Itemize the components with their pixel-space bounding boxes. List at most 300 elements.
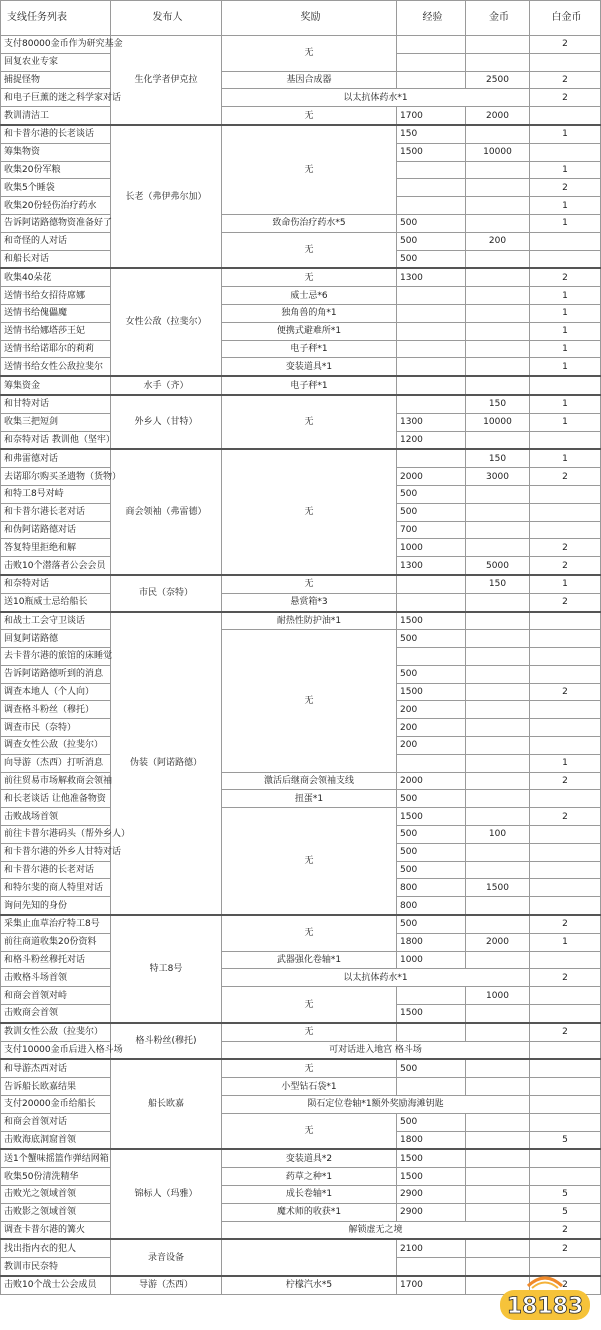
reward-cell: 解锁虚无之境 xyxy=(222,1221,530,1239)
gold-cell: 5000 xyxy=(466,557,530,575)
exp-cell xyxy=(397,304,466,322)
table-row xyxy=(1,89,601,107)
quest-cell: 调查市民（奈特） xyxy=(1,719,111,737)
quest-cell: 回复阿诺路德 xyxy=(1,630,111,648)
platinum-cell xyxy=(530,503,601,521)
reward-cell: 变装道具*1 xyxy=(222,358,397,376)
table-row xyxy=(1,1168,601,1186)
quest-cell: 和特尔斐的商人特里对话 xyxy=(1,879,111,897)
quest-cell: 教训清洁工 xyxy=(1,107,111,125)
table-row xyxy=(1,340,601,358)
quest-cell: 和奈特对话 教训他（坚牢） xyxy=(1,431,111,449)
table-row xyxy=(1,1203,601,1221)
exp-cell xyxy=(397,161,466,179)
platinum-cell: 2 xyxy=(530,468,601,486)
exp-cell: 200 xyxy=(397,701,466,719)
platinum-cell: 2 xyxy=(530,36,601,54)
platinum-cell xyxy=(530,879,601,897)
exp-cell: 500 xyxy=(397,861,466,879)
table-row xyxy=(1,287,601,305)
exp-cell: 1000 xyxy=(397,951,466,969)
gold-cell xyxy=(466,521,530,539)
platinum-cell xyxy=(530,843,601,861)
platinum-cell: 2 xyxy=(530,1276,601,1294)
platinum-cell xyxy=(530,143,601,161)
reward-cell: 武器强化卷轴*1 xyxy=(222,951,397,969)
gold-cell xyxy=(466,808,530,826)
exp-cell: 200 xyxy=(397,737,466,755)
exp-cell: 500 xyxy=(397,503,466,521)
platinum-cell: 1 xyxy=(530,358,601,376)
table-row xyxy=(1,969,601,987)
exp-cell: 1800 xyxy=(397,933,466,951)
gold-cell xyxy=(466,268,530,286)
platinum-cell xyxy=(530,951,601,969)
table-row xyxy=(1,790,601,808)
quest-cell: 告诉阿诺路德听到的消息 xyxy=(1,665,111,683)
publisher-cell: 女性公敌（拉斐尔） xyxy=(111,268,222,376)
quest-cell: 告诉船长欧嘉结果 xyxy=(1,1078,111,1096)
publisher-cell: 格斗粉丝(穆托) xyxy=(111,1023,222,1060)
table-row xyxy=(1,395,601,413)
gold-cell xyxy=(466,250,530,268)
table-row xyxy=(1,1186,601,1204)
quest-cell: 送情书给女性公敌拉斐尔 xyxy=(1,358,111,376)
platinum-cell: 2 xyxy=(530,1221,601,1239)
table-row xyxy=(1,232,601,250)
reward-cell: 无 xyxy=(222,107,397,125)
quest-cell: 支付80000金币作为研究基金 xyxy=(1,36,111,54)
table-row xyxy=(1,1078,601,1096)
exp-cell: 2000 xyxy=(397,772,466,790)
gold-cell: 2500 xyxy=(466,71,530,89)
reward-cell: 无 xyxy=(222,630,397,772)
header-exp: 经验 xyxy=(397,1,466,36)
reward-cell: 药草之种*1 xyxy=(222,1168,397,1186)
publisher-cell: 特工8号 xyxy=(111,915,222,1023)
reward-cell: 激活后继商会领袖支线 xyxy=(222,772,397,790)
platinum-cell: 2 xyxy=(530,268,601,286)
quest-cell: 向导游（杰西）打听消息 xyxy=(1,754,111,772)
quest-cell: 和商会首领对峙 xyxy=(1,987,111,1005)
table-row xyxy=(1,1041,601,1059)
platinum-cell xyxy=(530,1059,601,1077)
table-row xyxy=(1,1023,601,1041)
platinum-cell: 1 xyxy=(530,161,601,179)
platinum-cell xyxy=(530,1078,601,1096)
gold-cell xyxy=(466,179,530,197)
gold-cell: 2000 xyxy=(466,933,530,951)
gold-cell xyxy=(466,897,530,915)
gold-cell xyxy=(466,593,530,611)
gold-cell xyxy=(466,340,530,358)
gold-cell xyxy=(466,1239,530,1257)
quest-cell: 和战士工会守卫谈话 xyxy=(1,612,111,630)
platinum-cell xyxy=(530,630,601,648)
quest-cell: 和弗雷德对话 xyxy=(1,449,111,467)
platinum-cell xyxy=(530,53,601,71)
exp-cell xyxy=(397,197,466,215)
gold-cell: 150 xyxy=(466,575,530,593)
table-row xyxy=(1,322,601,340)
gold-cell: 200 xyxy=(466,232,530,250)
exp-cell: 200 xyxy=(397,719,466,737)
table-row xyxy=(1,214,601,232)
quest-cell: 和卡普尔港的外乡人甘特对话 xyxy=(1,843,111,861)
gold-cell xyxy=(466,701,530,719)
table-row xyxy=(1,915,601,933)
exp-cell: 1300 xyxy=(397,413,466,431)
platinum-cell xyxy=(530,612,601,630)
platinum-cell: 2 xyxy=(530,1023,601,1041)
exp-cell xyxy=(397,322,466,340)
reward-cell: 电子秤*1 xyxy=(222,376,397,395)
header-reward: 奖励 xyxy=(222,1,397,36)
table-row xyxy=(1,575,601,593)
quest-cell: 击败10个战士公会成员 xyxy=(1,1276,111,1294)
platinum-cell: 1 xyxy=(530,322,601,340)
quest-cell: 询问先知的身份 xyxy=(1,897,111,915)
exp-cell xyxy=(397,593,466,611)
gold-cell xyxy=(466,1186,530,1204)
exp-cell xyxy=(397,1258,466,1276)
platinum-cell xyxy=(530,1149,601,1167)
platinum-cell: 1 xyxy=(530,413,601,431)
exp-cell xyxy=(397,395,466,413)
gold-cell xyxy=(466,214,530,232)
platinum-cell: 2 xyxy=(530,772,601,790)
reward-cell: 无 xyxy=(222,395,397,449)
platinum-cell: 5 xyxy=(530,1203,601,1221)
publisher-cell: 外乡人（甘特） xyxy=(111,395,222,449)
logo-text: 18183 xyxy=(506,1294,584,1319)
quest-cell: 筹集资金 xyxy=(1,376,111,395)
publisher-cell: 生化学者伊克拉 xyxy=(111,36,222,125)
platinum-cell xyxy=(530,1041,601,1059)
platinum-cell: 2 xyxy=(530,593,601,611)
quest-cell: 送1个蟹味摇篮作弹结网箱 xyxy=(1,1149,111,1167)
exp-cell: 800 xyxy=(397,879,466,897)
quest-cell: 和特工8号对峙 xyxy=(1,485,111,503)
exp-cell xyxy=(397,36,466,54)
reward-cell: 魔术师的收获*1 xyxy=(222,1203,397,1221)
header-quest: 支线任务列表 xyxy=(1,1,111,36)
platinum-cell: 2 xyxy=(530,539,601,557)
exp-cell: 500 xyxy=(397,1113,466,1131)
gold-cell xyxy=(466,36,530,54)
reward-cell: 无 xyxy=(222,125,397,214)
quest-cell: 击败战场首领 xyxy=(1,808,111,826)
gold-cell xyxy=(466,861,530,879)
table-row xyxy=(1,593,601,611)
platinum-cell: 1 xyxy=(530,287,601,305)
platinum-cell xyxy=(530,232,601,250)
platinum-cell: 2 xyxy=(530,808,601,826)
quest-cell: 调查卡普尔港的篝火 xyxy=(1,1221,111,1239)
table-row xyxy=(1,1221,601,1239)
gold-cell xyxy=(466,683,530,701)
gold-cell xyxy=(466,612,530,630)
quest-cell: 告诉阿诺路德物资准备好了 xyxy=(1,214,111,232)
exp-cell: 1700 xyxy=(397,1276,466,1294)
quest-cell: 筹集物资 xyxy=(1,143,111,161)
exp-cell: 1500 xyxy=(397,612,466,630)
platinum-cell: 1 xyxy=(530,575,601,593)
table-row xyxy=(1,71,601,89)
exp-cell: 2100 xyxy=(397,1239,466,1257)
reward-cell: 电子秤*1 xyxy=(222,340,397,358)
gold-cell: 10000 xyxy=(466,413,530,431)
reward-cell: 无 xyxy=(222,36,397,72)
table-row xyxy=(1,1149,601,1167)
publisher-cell: 锦标人（玛雅） xyxy=(111,1149,222,1239)
table-row xyxy=(1,36,601,54)
table-row xyxy=(1,772,601,790)
exp-cell xyxy=(397,1023,466,1041)
platinum-cell xyxy=(530,897,601,915)
platinum-cell xyxy=(530,719,601,737)
reward-cell: 无 xyxy=(222,915,397,951)
exp-cell: 500 xyxy=(397,843,466,861)
reward-cell: 悬赏箱*3 xyxy=(222,593,397,611)
exp-cell xyxy=(397,179,466,197)
gold-cell xyxy=(466,358,530,376)
exp-cell: 500 xyxy=(397,630,466,648)
gold-cell xyxy=(466,1131,530,1149)
exp-cell: 1500 xyxy=(397,1168,466,1186)
quest-cell: 和甘特对话 xyxy=(1,395,111,413)
platinum-cell xyxy=(530,737,601,755)
reward-cell: 以太抗体药水*1 xyxy=(222,89,530,107)
quest-cell: 和电子巨薰的迷之科学家对话 xyxy=(1,89,111,107)
reward-cell: 无 xyxy=(222,449,397,575)
table-row xyxy=(1,449,601,467)
platinum-cell xyxy=(530,250,601,268)
exp-cell xyxy=(397,648,466,666)
gold-cell xyxy=(466,304,530,322)
gold-cell xyxy=(466,630,530,648)
exp-cell: 1500 xyxy=(397,683,466,701)
quest-cell: 和奇怪的人对话 xyxy=(1,232,111,250)
gold-cell xyxy=(466,1113,530,1131)
gold-cell xyxy=(466,915,530,933)
quest-cell: 送情书给女招待席娜 xyxy=(1,287,111,305)
exp-cell: 500 xyxy=(397,485,466,503)
quest-cell: 击败商会首领 xyxy=(1,1005,111,1023)
platinum-cell: 2 xyxy=(530,1239,601,1257)
quest-cell: 和奈特对话 xyxy=(1,575,111,593)
exp-cell: 500 xyxy=(397,1059,466,1077)
publisher-cell: 水手（齐） xyxy=(111,376,222,395)
table-row xyxy=(1,125,601,143)
platinum-cell: 2 xyxy=(530,969,601,987)
exp-cell xyxy=(397,575,466,593)
gold-cell xyxy=(466,1023,530,1041)
quest-cell: 收集50份清洗精华 xyxy=(1,1168,111,1186)
quest-cell: 送情书给傀儡魔 xyxy=(1,304,111,322)
exp-cell: 500 xyxy=(397,232,466,250)
quest-cell: 收集5个睡袋 xyxy=(1,179,111,197)
exp-cell: 500 xyxy=(397,214,466,232)
reward-cell: 无 xyxy=(222,808,397,915)
gold-cell xyxy=(466,737,530,755)
reward-cell: 无 xyxy=(222,1113,397,1149)
reward-cell: 可对话进入地宫 格斗场 xyxy=(222,1041,530,1059)
table-row xyxy=(1,951,601,969)
platinum-cell: 2 xyxy=(530,557,601,575)
gold-cell xyxy=(466,843,530,861)
platinum-cell: 1 xyxy=(530,933,601,951)
platinum-cell xyxy=(530,648,601,666)
gold-cell xyxy=(466,1168,530,1186)
publisher-cell: 伪装（阿诺路德） xyxy=(111,612,222,916)
exp-cell: 800 xyxy=(397,897,466,915)
platinum-cell: 1 xyxy=(530,754,601,772)
gold-cell: 150 xyxy=(466,449,530,467)
reward-cell: 陨石定位卷轴*1额外奖励海滩钥匙 xyxy=(222,1096,530,1114)
platinum-cell xyxy=(530,107,601,125)
platinum-cell: 2 xyxy=(530,915,601,933)
quest-cell: 和长老谈话 让他准备物资 xyxy=(1,790,111,808)
gold-cell xyxy=(466,53,530,71)
quest-cell: 和卡普尔港的长老对话 xyxy=(1,861,111,879)
reward-cell: 变装道具*2 xyxy=(222,1149,397,1167)
quest-cell: 击败海底洞窟首领 xyxy=(1,1131,111,1149)
platinum-cell xyxy=(530,826,601,844)
table-row xyxy=(1,987,601,1005)
gold-cell: 100 xyxy=(466,826,530,844)
table-row xyxy=(1,1113,601,1131)
platinum-cell: 5 xyxy=(530,1186,601,1204)
quest-cell: 调查格斗粉丝（穆托） xyxy=(1,701,111,719)
quest-cell: 和卡普尔港长老对话 xyxy=(1,503,111,521)
gold-cell xyxy=(466,1203,530,1221)
platinum-cell xyxy=(530,987,601,1005)
reward-cell: 以太抗体药水*1 xyxy=(222,969,530,987)
table-row xyxy=(1,358,601,376)
platinum-cell xyxy=(530,861,601,879)
gold-cell xyxy=(466,485,530,503)
quest-cell: 捕捉怪物 xyxy=(1,71,111,89)
table-row xyxy=(1,1059,601,1077)
reward-cell xyxy=(222,1239,397,1276)
gold-cell xyxy=(466,951,530,969)
exp-cell: 1200 xyxy=(397,431,466,449)
platinum-cell xyxy=(530,1168,601,1186)
platinum-cell: 2 xyxy=(530,89,601,107)
header-publisher: 发布人 xyxy=(111,1,222,36)
exp-cell: 1300 xyxy=(397,557,466,575)
gold-cell xyxy=(466,648,530,666)
quest-cell: 答复特里拒绝和解 xyxy=(1,539,111,557)
quest-cell: 教训女性公敌（拉斐尔） xyxy=(1,1023,111,1041)
reward-cell: 独角兽的角*1 xyxy=(222,304,397,322)
platinum-cell: 2 xyxy=(530,179,601,197)
exp-cell: 2000 xyxy=(397,468,466,486)
reward-cell: 便携式避难所*1 xyxy=(222,322,397,340)
publisher-cell: 导游（杰西） xyxy=(111,1276,222,1294)
quest-cell: 采集止血草治疗特工8号 xyxy=(1,915,111,933)
exp-cell xyxy=(397,340,466,358)
gold-cell: 10000 xyxy=(466,143,530,161)
quest-cell: 前往卡普尔港码头（帮外乡人） xyxy=(1,826,111,844)
gold-cell xyxy=(466,1005,530,1023)
gold-cell xyxy=(466,754,530,772)
exp-cell: 1500 xyxy=(397,143,466,161)
quest-cell: 前往商道收集20份资料 xyxy=(1,933,111,951)
gold-cell: 150 xyxy=(466,395,530,413)
publisher-cell: 船长欧嘉 xyxy=(111,1059,222,1149)
gold-cell xyxy=(466,1149,530,1167)
exp-cell xyxy=(397,53,466,71)
gold-cell xyxy=(466,161,530,179)
reward-cell: 基因合成器 xyxy=(222,71,397,89)
platinum-cell xyxy=(530,521,601,539)
reward-cell: 无 xyxy=(222,232,397,268)
reward-cell: 柠檬汽水*5 xyxy=(222,1276,397,1294)
quest-cell: 收集40朵花 xyxy=(1,268,111,286)
exp-cell: 500 xyxy=(397,665,466,683)
quest-cell: 击败格斗场首领 xyxy=(1,969,111,987)
platinum-cell: 5 xyxy=(530,1131,601,1149)
table-row xyxy=(1,268,601,286)
quest-cell: 击败影之领域首领 xyxy=(1,1203,111,1221)
exp-cell: 1500 xyxy=(397,808,466,826)
exp-cell: 150 xyxy=(397,125,466,143)
gold-cell xyxy=(466,1059,530,1077)
table-row xyxy=(1,612,601,630)
gold-cell: 1500 xyxy=(466,879,530,897)
exp-cell: 500 xyxy=(397,790,466,808)
quest-cell: 和卡普尔港的长老谈话 xyxy=(1,125,111,143)
quest-cell: 去卡普尔港的旅馆的床睡觉 xyxy=(1,648,111,666)
gold-cell xyxy=(466,772,530,790)
quest-cell: 去诺耶尔购买圣遗物（货物） xyxy=(1,468,111,486)
exp-cell: 2900 xyxy=(397,1203,466,1221)
quest-cell: 支付10000金币后进入格斗场 xyxy=(1,1041,111,1059)
gold-cell: 1000 xyxy=(466,987,530,1005)
exp-cell: 1700 xyxy=(397,107,466,125)
platinum-cell xyxy=(530,790,601,808)
table-row xyxy=(1,107,601,125)
platinum-cell: 2 xyxy=(530,71,601,89)
gold-cell: 3000 xyxy=(466,468,530,486)
platinum-cell xyxy=(530,665,601,683)
quest-cell: 回复农业专家 xyxy=(1,53,111,71)
exp-cell: 500 xyxy=(397,826,466,844)
exp-cell: 1500 xyxy=(397,1149,466,1167)
exp-cell: 500 xyxy=(397,915,466,933)
exp-cell xyxy=(397,376,466,395)
header-platinum: 白金币 xyxy=(530,1,601,36)
exp-cell: 1800 xyxy=(397,1131,466,1149)
table-row xyxy=(1,304,601,322)
table-row xyxy=(1,376,601,395)
platinum-cell: 1 xyxy=(530,125,601,143)
reward-cell: 无 xyxy=(222,268,397,286)
quest-cell: 击败光之领域首领 xyxy=(1,1186,111,1204)
quest-cell: 前往贸易市场解救商会领袖 xyxy=(1,772,111,790)
gold-cell xyxy=(466,376,530,395)
publisher-cell: 长老（弗伊弗尔加） xyxy=(111,125,222,268)
gold-cell xyxy=(466,322,530,340)
platinum-cell xyxy=(530,376,601,395)
exp-cell xyxy=(397,987,466,1005)
quest-cell: 收集20份轻伤治疗药水 xyxy=(1,197,111,215)
table-row xyxy=(1,1096,601,1114)
reward-cell: 无 xyxy=(222,987,397,1023)
exp-cell: 700 xyxy=(397,521,466,539)
